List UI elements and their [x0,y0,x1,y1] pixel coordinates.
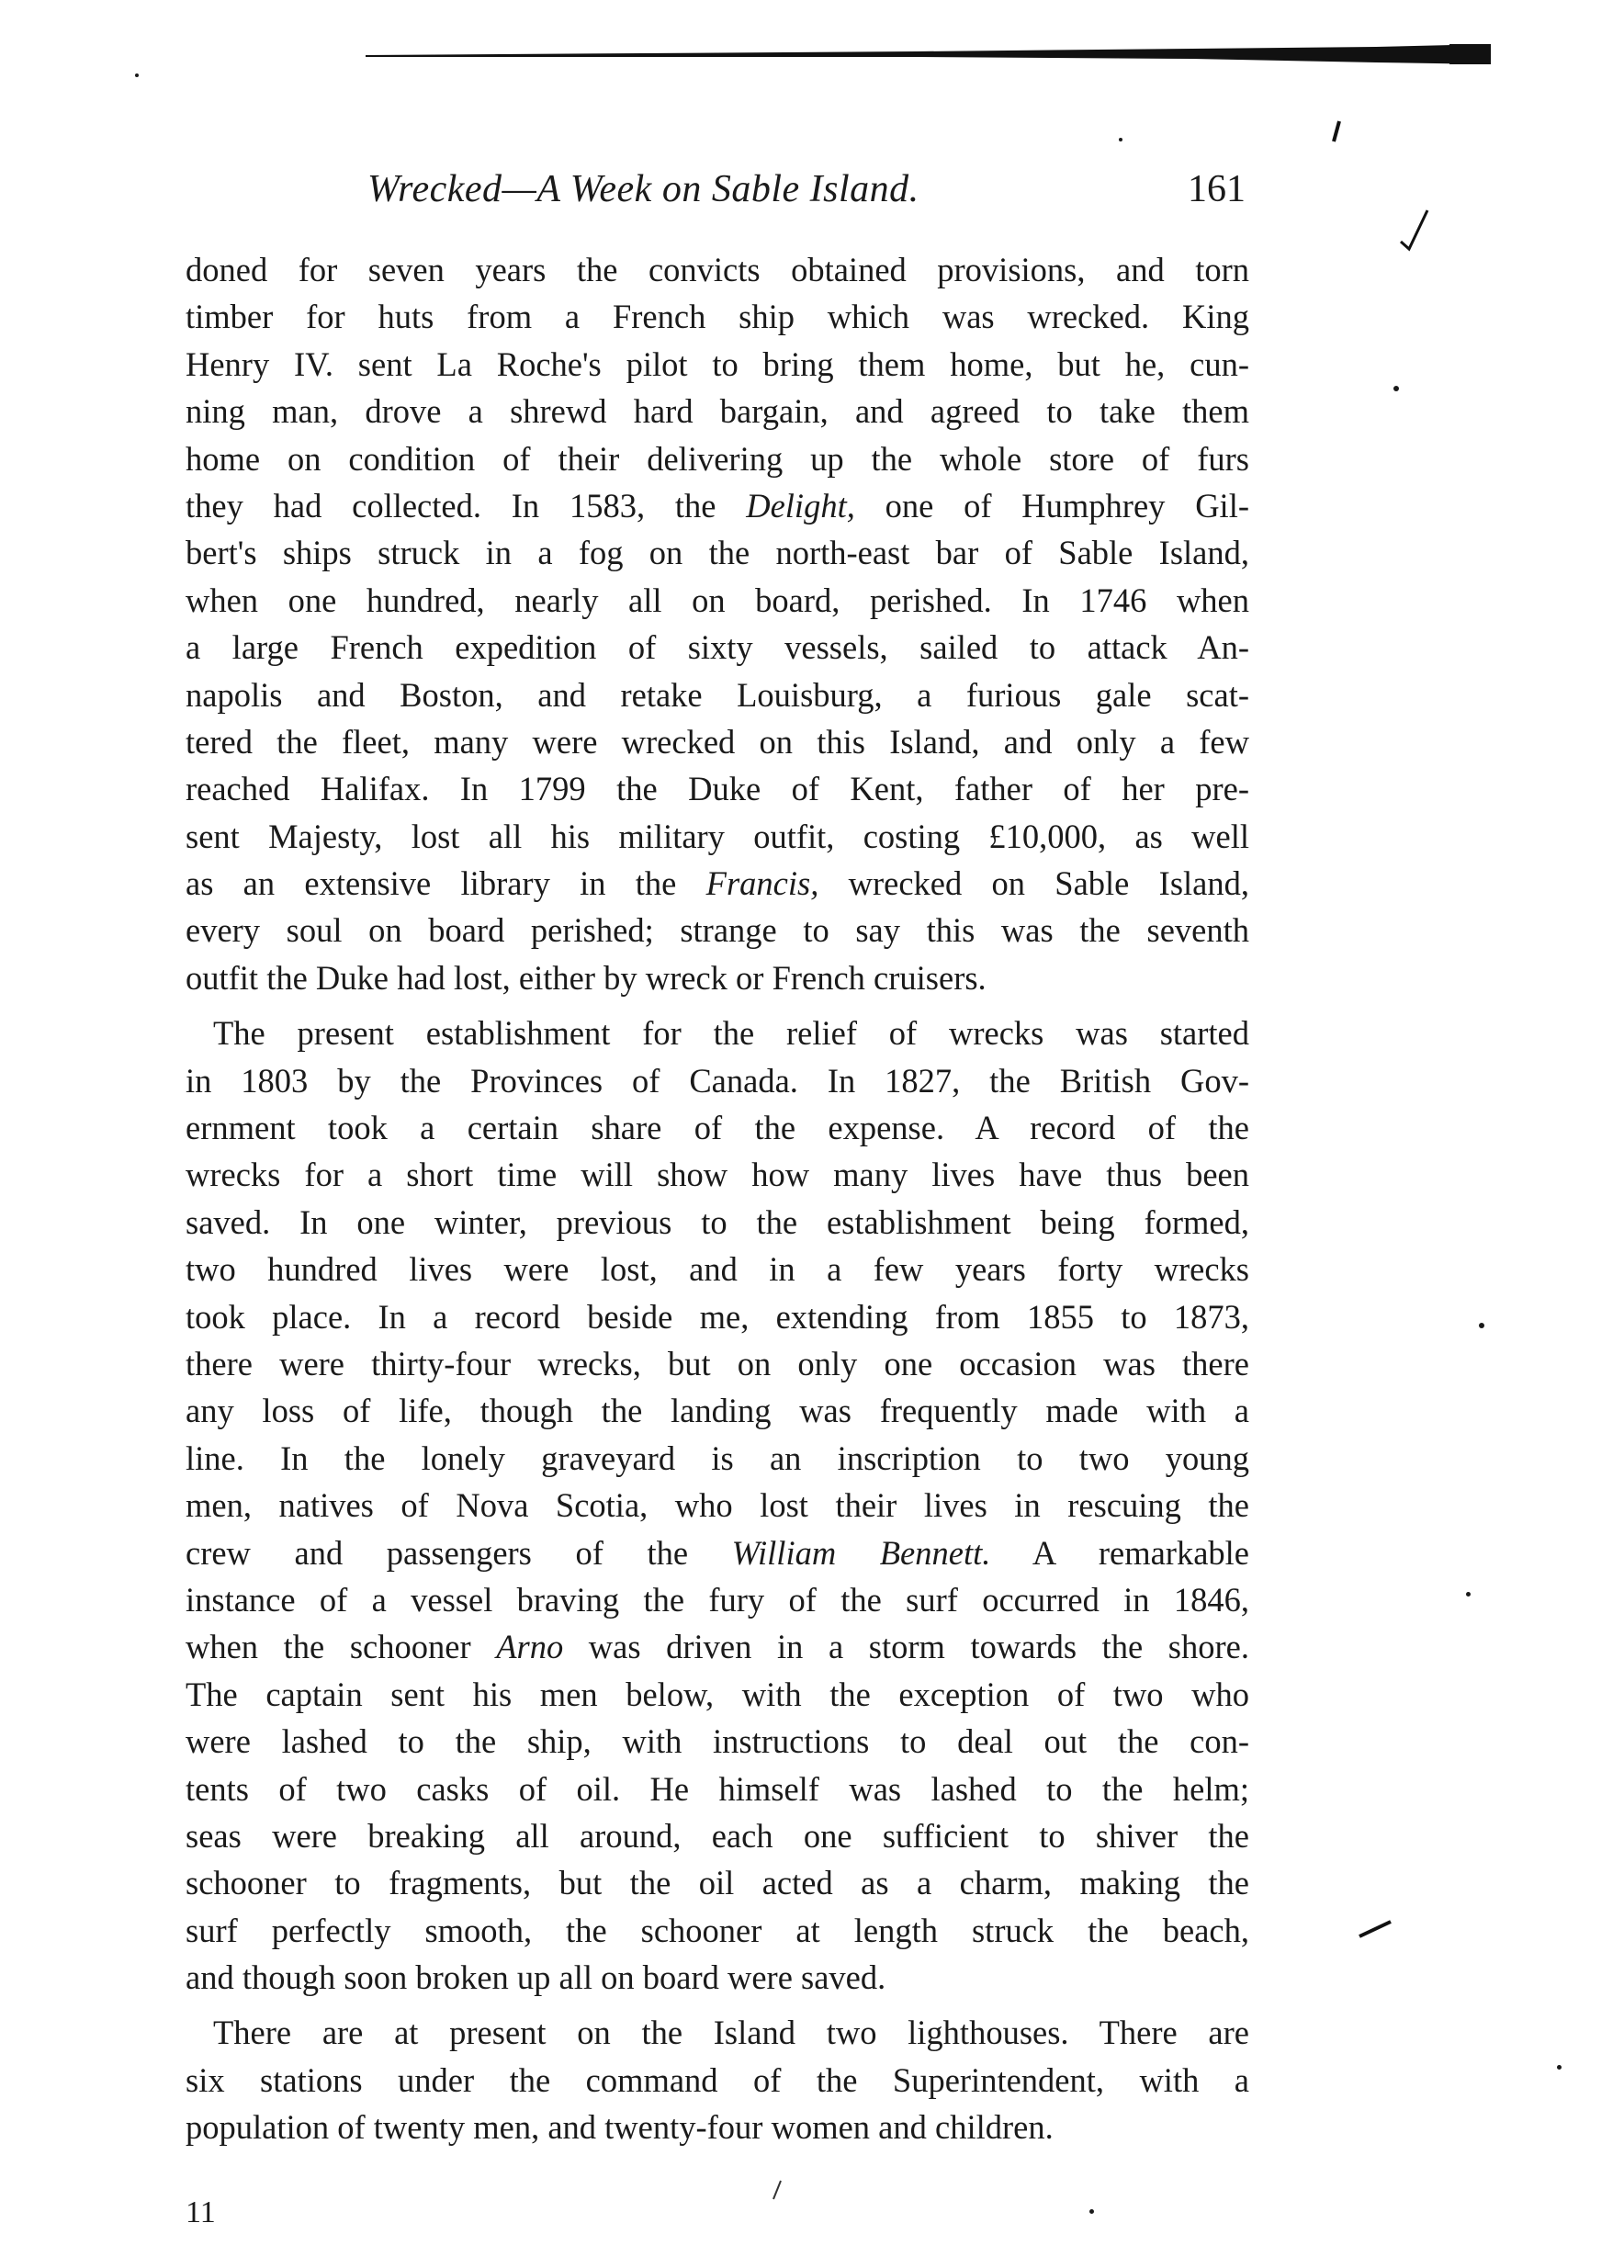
italic-ship-name: Delight, [746,486,855,525]
text-line [186,1246,1249,1292]
text-run: schooner to fragments, but the oil acted as a charm, making the [186,1864,1249,1902]
text-line [186,718,1249,765]
text-run: doned for seven years the convicts obtained provisions, and torn [186,251,1249,288]
page-number: 161 [1188,168,1246,210]
scan-speck [1557,2065,1562,2070]
text-line [186,246,1249,293]
text-run: every soul on board perished; strange to say this was the seventh [186,911,1249,950]
text-line [186,388,1249,434]
text-run: sent Majesty, lost all his military outfit, costing £10,000, as well [186,817,1249,855]
text-run: when the schooner [186,1628,497,1666]
text-run: wrecks for a short time will show how many lives have thus been [186,1156,1249,1194]
scan-speck [1479,1323,1484,1328]
text-run: was driven in a storm towards the shore. [563,1628,1249,1666]
text-run: ernment took a certain share of the expense. A record of the [186,1109,1249,1147]
text-run: men, natives of Nova Scotia, who lost their lives in rescuing the [186,1486,1249,1525]
paragraph-gap [186,2001,1249,2009]
margin-mark-tick [1330,119,1343,143]
text-run: one of Humphrey Gil- [854,486,1249,525]
text-run: outfit the Duke had lost, either by wreck or French cruisers. [186,958,987,997]
text-run: population of twenty men, and twenty-four women and children. [186,2108,1054,2147]
text-run: there were thirty-four wrecks, but on only one occasion was there [186,1344,1249,1382]
scan-speck [1466,1592,1471,1597]
italic-ship-name: Arno [496,1628,564,1666]
text-run: surf perfectly smooth, the schooner at length struck the beach, [186,1911,1249,1949]
text-line [186,1766,1249,1812]
text-run: line. In the lonely graveyard is an inscription to two young [186,1439,1249,1477]
text-line [186,341,1249,388]
text-run: tered the fleet, many were wrecked on this Island, and only a few [186,722,1249,761]
text-run: timber for huts from a French ship which was wrecked. King [186,298,1249,336]
text-line [186,2009,1249,2056]
text-line [186,1529,1249,1576]
text-run: bert's ships struck in a fog on the north-east bar of Sable Island, [186,534,1249,572]
text-run: they had collected. In 1583, the [186,486,747,525]
running-title: Wrecked—A Week on Sable Island. [367,168,919,210]
text-run: instance of a vessel braving the fury of the surf occurred in 1846, [186,1580,1249,1619]
text-run: any loss of life, though the landing was frequently made with a [186,1392,1249,1430]
text-run: ning man, drove a shrewd hard bargain, and agreed to take them [186,392,1249,431]
text-line [186,1340,1249,1387]
text-run: tents of two casks of oil. He himself was lashed to the helm; [186,1769,1249,1808]
margin-mark-slash [1358,1918,1394,1938]
scan-speck [135,73,139,77]
text-line [186,813,1249,860]
text-run: six stations under the command of the Superintendent, with a [186,2060,1249,2099]
text-run: seas were breaking all around, each one sufficient to shiver the [186,1816,1249,1855]
text-line [186,293,1249,340]
text-line [186,907,1249,953]
text-line [186,1859,1249,1906]
text-run: napolis and Boston, and retake Louisburg, a furious gale scat- [186,675,1249,714]
text-line [186,1718,1249,1765]
text-line [186,765,1249,812]
text-run: and though soon broken up all on board were saved. [186,1958,886,1997]
text-line [186,1623,1249,1670]
paragraph-gap [186,1001,1249,1010]
text-line [186,1812,1249,1859]
body-text [186,246,1249,2151]
text-line [186,2057,1249,2104]
text-line [186,860,1249,907]
bottom-mark [770,2179,784,2203]
text-line [186,1435,1249,1482]
text-line [186,1010,1249,1056]
scan-speck [1119,138,1122,141]
text-run: took place. In a record beside me, extending from 1855 to 1873, [186,1297,1249,1336]
text-line [186,1293,1249,1340]
text-line [186,1482,1249,1529]
scan-speck [1089,2209,1094,2214]
text-line [186,1387,1249,1434]
text-run: crew and passengers of the [186,1533,732,1572]
text-run: There are at present on the Island two lighthouses. There are [213,2014,1249,2052]
text-run: when one hundred, nearly all on board, perished. In 1746 when [186,581,1249,619]
text-run: A remarkable [990,1533,1250,1572]
text-line [186,1907,1249,1954]
text-line [186,1576,1249,1623]
text-line [186,1104,1249,1151]
text-line [186,482,1249,529]
text-run: The present establishment for the relief of wrecks was started [213,1014,1249,1053]
text-run: reached Halifax. In 1799 the Duke of Kent, father of her pre- [186,770,1249,808]
text-line [186,435,1249,482]
text-line [186,1671,1249,1718]
text-line [186,2104,1249,2150]
text-run: two hundred lives were lost, and in a few years forty wrecks [186,1250,1249,1289]
text-line [186,671,1249,718]
text-run: wrecked on Sable Island, [818,864,1249,903]
scan-top-edge [366,44,1491,64]
italic-ship-name: Francis, [705,864,819,903]
margin-mark-check [1396,207,1433,253]
scan-speck [1393,386,1399,391]
text-line [186,624,1249,671]
text-line [186,1954,1249,2001]
italic-ship-name: William Bennett. [731,1533,991,1572]
text-line [186,1199,1249,1246]
text-run: were lashed to the ship, with instructions to deal out the con- [186,1722,1249,1761]
text-run: as an extensive library in the [186,864,706,903]
text-line [186,1057,1249,1104]
text-run: The captain sent his men below, with the exception of two who [186,1675,1249,1713]
text-line [186,1151,1249,1198]
running-head [184,167,1249,231]
signature-mark: 11 [186,2195,216,2229]
text-run: Henry IV. sent La Roche's pilot to bring them home, but he, cun- [186,344,1249,383]
text-line [186,577,1249,624]
text-run: home on condition of their delivering up the whole store of furs [186,439,1249,478]
text-run: in 1803 by the Provinces of Canada. In 1827, the British Gov- [186,1061,1249,1100]
text-run: a large French expedition of sixty vessels, sailed to attack An- [186,628,1249,667]
text-run: saved. In one winter, previous to the establishment being formed, [186,1202,1249,1241]
text-line [186,529,1249,576]
text-line [186,954,1249,1001]
